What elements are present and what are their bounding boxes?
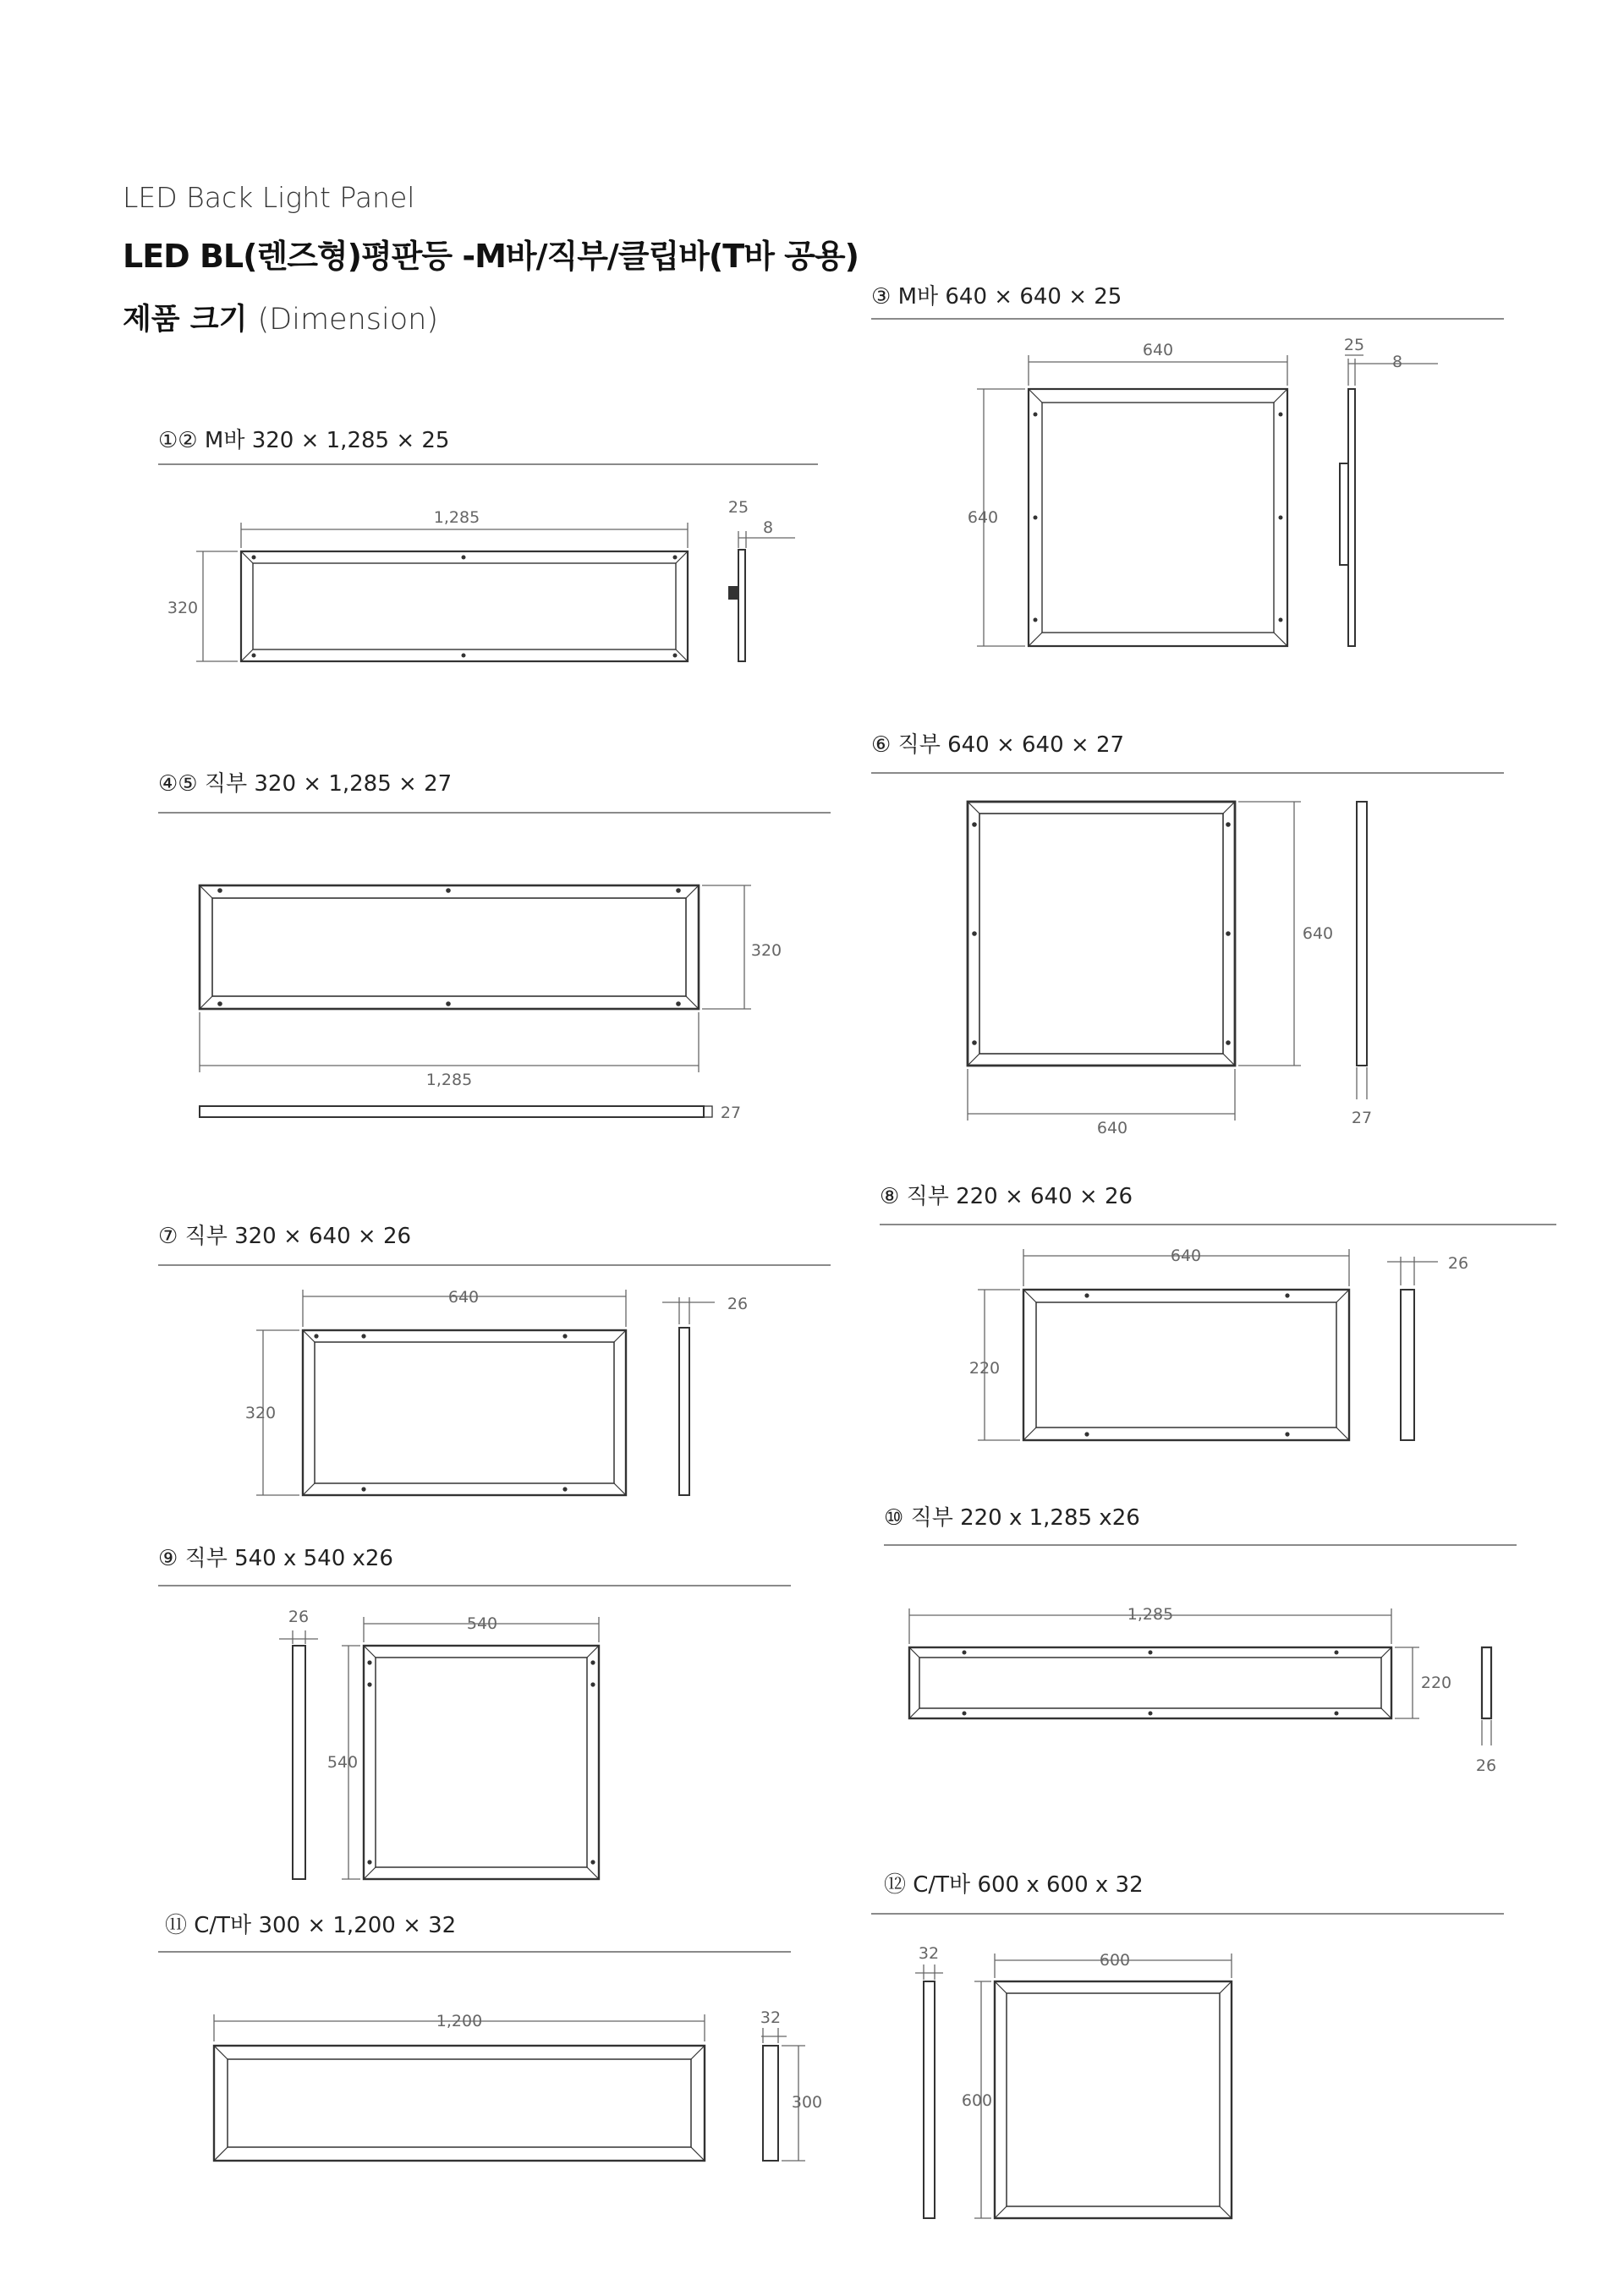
drawing-2 xyxy=(977,355,1438,646)
dim-width-2: 640 xyxy=(1142,341,1174,359)
dim-depth-6: 26 xyxy=(1447,1254,1469,1273)
drawing-3 xyxy=(200,885,751,1117)
dim-width-1: 1,285 xyxy=(433,508,480,527)
section-label-8: ⑩ 직부 220 x 1,285 x26 xyxy=(884,1505,1140,1531)
panel-side-2 xyxy=(1340,389,1355,646)
panel-front-1 xyxy=(241,551,688,661)
dim-height-7: 540 xyxy=(326,1753,359,1772)
drawing-4 xyxy=(968,802,1367,1121)
dim-height-5: 320 xyxy=(244,1404,277,1422)
dim-height-4: 640 xyxy=(1302,924,1334,943)
dim-lines-5 xyxy=(256,1290,715,1495)
panel-front-6 xyxy=(1023,1290,1349,1440)
page-subtitle: LED Back Light Panel xyxy=(123,181,415,214)
dim-width-5: 640 xyxy=(447,1288,480,1307)
dim-width-10: 600 xyxy=(1099,1951,1131,1970)
panel-side-3 xyxy=(200,1106,712,1117)
section-label-5: ⑦ 직부 320 × 640 × 26 xyxy=(158,1224,412,1249)
dim-lines-6 xyxy=(978,1249,1438,1440)
dim-height-2: 640 xyxy=(967,508,999,527)
dim-width-7: 540 xyxy=(466,1614,498,1633)
dim-lines-1 xyxy=(196,523,795,661)
mount-dots-4 xyxy=(972,822,1231,1045)
page-title: LED BL(렌즈형)평판등 -M바/직부/클립바(T바 공용) xyxy=(123,238,859,275)
dim-depth-1: 25 xyxy=(727,498,749,517)
dim-lines-3 xyxy=(200,885,751,1072)
panel-front-5 xyxy=(303,1330,626,1495)
mount-dots-7 xyxy=(367,1660,595,1864)
mount-dots-1 xyxy=(252,556,678,658)
panel-side-7 xyxy=(293,1646,305,1879)
dim-depth-8: 26 xyxy=(1475,1756,1497,1775)
panel-side-8 xyxy=(1482,1647,1491,1718)
dim-height-8: 220 xyxy=(1420,1674,1452,1692)
dim-width-3: 1,285 xyxy=(425,1071,473,1089)
dim-width-9: 1,200 xyxy=(436,2012,483,2030)
dim-width-4: 640 xyxy=(1096,1119,1128,1137)
panel-side-6 xyxy=(1401,1290,1414,1440)
section-label-6: ⑧ 직부 220 × 640 × 26 xyxy=(880,1184,1133,1209)
drawing-6 xyxy=(978,1249,1438,1440)
mount-dots-8 xyxy=(963,1651,1339,1716)
dim-width-8: 1,285 xyxy=(1127,1605,1174,1624)
dim-height-9: 300 xyxy=(791,2093,823,2112)
dimension-label-en: (Dimension) xyxy=(257,303,438,337)
section-label-1: ①② M바 320 × 1,285 × 25 xyxy=(158,428,450,453)
dim-height-10: 600 xyxy=(961,2091,993,2110)
dim-height-3: 320 xyxy=(750,941,782,960)
dim-height-1: 320 xyxy=(167,599,199,617)
panel-side-10 xyxy=(924,1981,935,2218)
mount-dots-5 xyxy=(314,1334,567,1491)
dim-width-6: 640 xyxy=(1170,1247,1202,1265)
dim-depth-7: 26 xyxy=(288,1608,310,1626)
dim-lines-8 xyxy=(909,1608,1491,1745)
drawing-9 xyxy=(214,2014,805,2161)
dim-height-6: 220 xyxy=(968,1359,1001,1378)
dim-lines-4 xyxy=(968,802,1367,1121)
dimension-label-ko: 제품 크기 xyxy=(123,303,248,337)
drawing-1 xyxy=(196,523,795,661)
dim-lines-9 xyxy=(214,2014,805,2161)
dim-lines-2 xyxy=(977,355,1438,646)
panel-side-1 xyxy=(729,550,745,661)
dim-depth-9: 32 xyxy=(760,2008,782,2027)
section-label-2: ③ M바 640 × 640 × 25 xyxy=(871,284,1122,310)
section-label-3: ④⑤ 직부 320 × 1,285 × 27 xyxy=(158,771,453,797)
panel-front-4 xyxy=(968,802,1235,1066)
drawing-8 xyxy=(909,1608,1491,1745)
dim-lip-2: 8 xyxy=(1391,353,1403,371)
drawing-7 xyxy=(279,1617,599,1879)
panel-front-9 xyxy=(214,2046,705,2161)
dim-depth-4: 27 xyxy=(1351,1109,1373,1127)
section-label-9: ⑪ C/T바 300 × 1,200 × 32 xyxy=(165,1913,457,1938)
panel-side-4 xyxy=(1357,802,1367,1066)
dim-lines-7 xyxy=(279,1617,599,1879)
mount-dots-3 xyxy=(217,888,681,1006)
panel-side-9 xyxy=(763,2046,778,2161)
mount-dots-2 xyxy=(1034,413,1283,622)
panel-front-10 xyxy=(995,1981,1232,2218)
section-label-7: ⑨ 직부 540 x 540 x26 xyxy=(158,1546,393,1571)
dim-depth-2: 25 xyxy=(1343,336,1365,354)
panel-front-3 xyxy=(200,885,699,1009)
panel-front-8 xyxy=(909,1647,1391,1718)
panel-front-2 xyxy=(1029,389,1287,646)
dim-depth-5: 26 xyxy=(727,1295,749,1313)
dim-depth-3: 27 xyxy=(720,1104,742,1122)
section-label-10: ⑫ C/T바 600 x 600 x 32 xyxy=(884,1872,1144,1898)
panel-side-5 xyxy=(679,1328,689,1495)
panel-front-7 xyxy=(364,1646,599,1879)
dim-lip-1: 8 xyxy=(762,518,774,537)
section-label-4: ⑥ 직부 640 × 640 × 27 xyxy=(871,732,1125,758)
drawing-5 xyxy=(256,1290,715,1495)
dim-depth-10: 32 xyxy=(918,1944,940,1963)
mount-dots-6 xyxy=(1084,1293,1289,1436)
drawing-10 xyxy=(915,1954,1232,2218)
